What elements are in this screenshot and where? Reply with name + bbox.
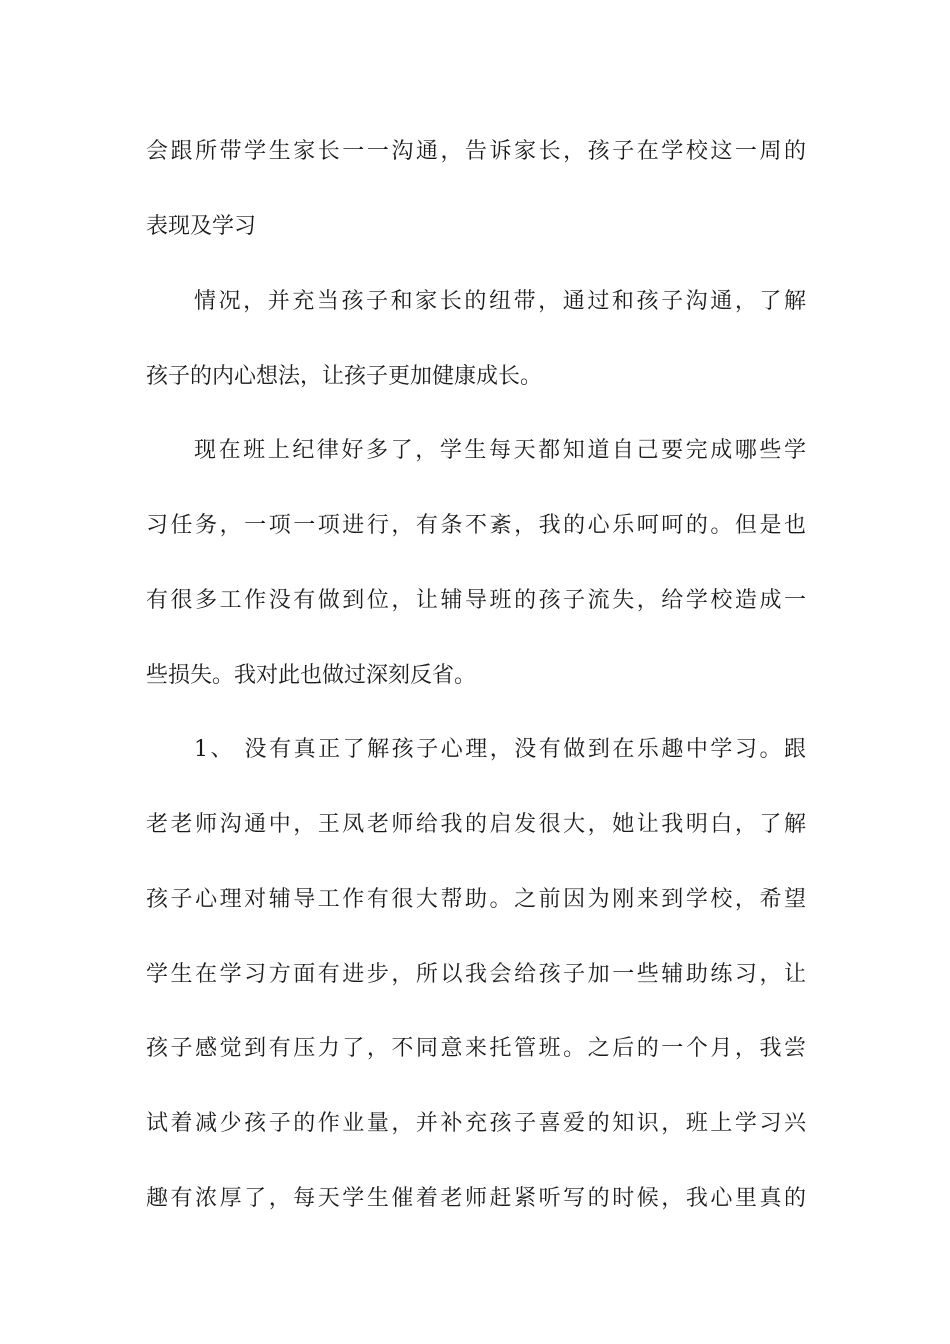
text-line-13: 孩子感觉到有压力了，不同意来托管班。之后的一个月，我尝 [146,1036,806,1061]
text-line-14: 试着减少孩子的作业量，并补充孩子喜爱的知识，班上学习兴 [146,1111,806,1136]
text-line-4: 孩子的内心想法，让孩子更加健康成长。 [146,364,543,389]
text-line-3: 情况，并充当孩子和家长的纽带，通过和孩子沟通，了解 [194,289,806,314]
text-line-1: 会跟所带学生家长一一沟通，告诉家长，孩子在学校这一周的 [146,139,806,164]
text-line-8: 些损失。我对此也做过深刻反省。 [146,663,477,688]
text-line-7: 有很多工作没有做到位，让辅导班的孩子流失，给学校造成一 [146,588,806,613]
text-line-10: 老老师沟通中，王凤老师给我的启发很大，她让我明白，了解 [146,812,806,837]
text-line-2: 表现及学习 [146,214,257,239]
text-line-15: 趣有浓厚了，每天学生催着老师赶紧听写的时候，我心里真的 [146,1186,806,1211]
text-line-5: 现在班上纪律好多了，学生每天都知道自己要完成哪些学 [194,438,806,463]
text-line-12: 学生在学习方面有进步，所以我会给孩子加一些辅助练习，让 [146,962,806,987]
list-item-1-line: 1、 没有真正了解孩子心理，没有做到在乐趣中学习。跟 [194,737,806,762]
text-line-11: 孩子心理对辅导工作有很大帮助。之前因为刚来到学校，希望 [146,887,806,912]
text-line-6: 习任务，一项一项进行，有条不紊，我的心乐呵呵的。但是也 [146,513,806,538]
